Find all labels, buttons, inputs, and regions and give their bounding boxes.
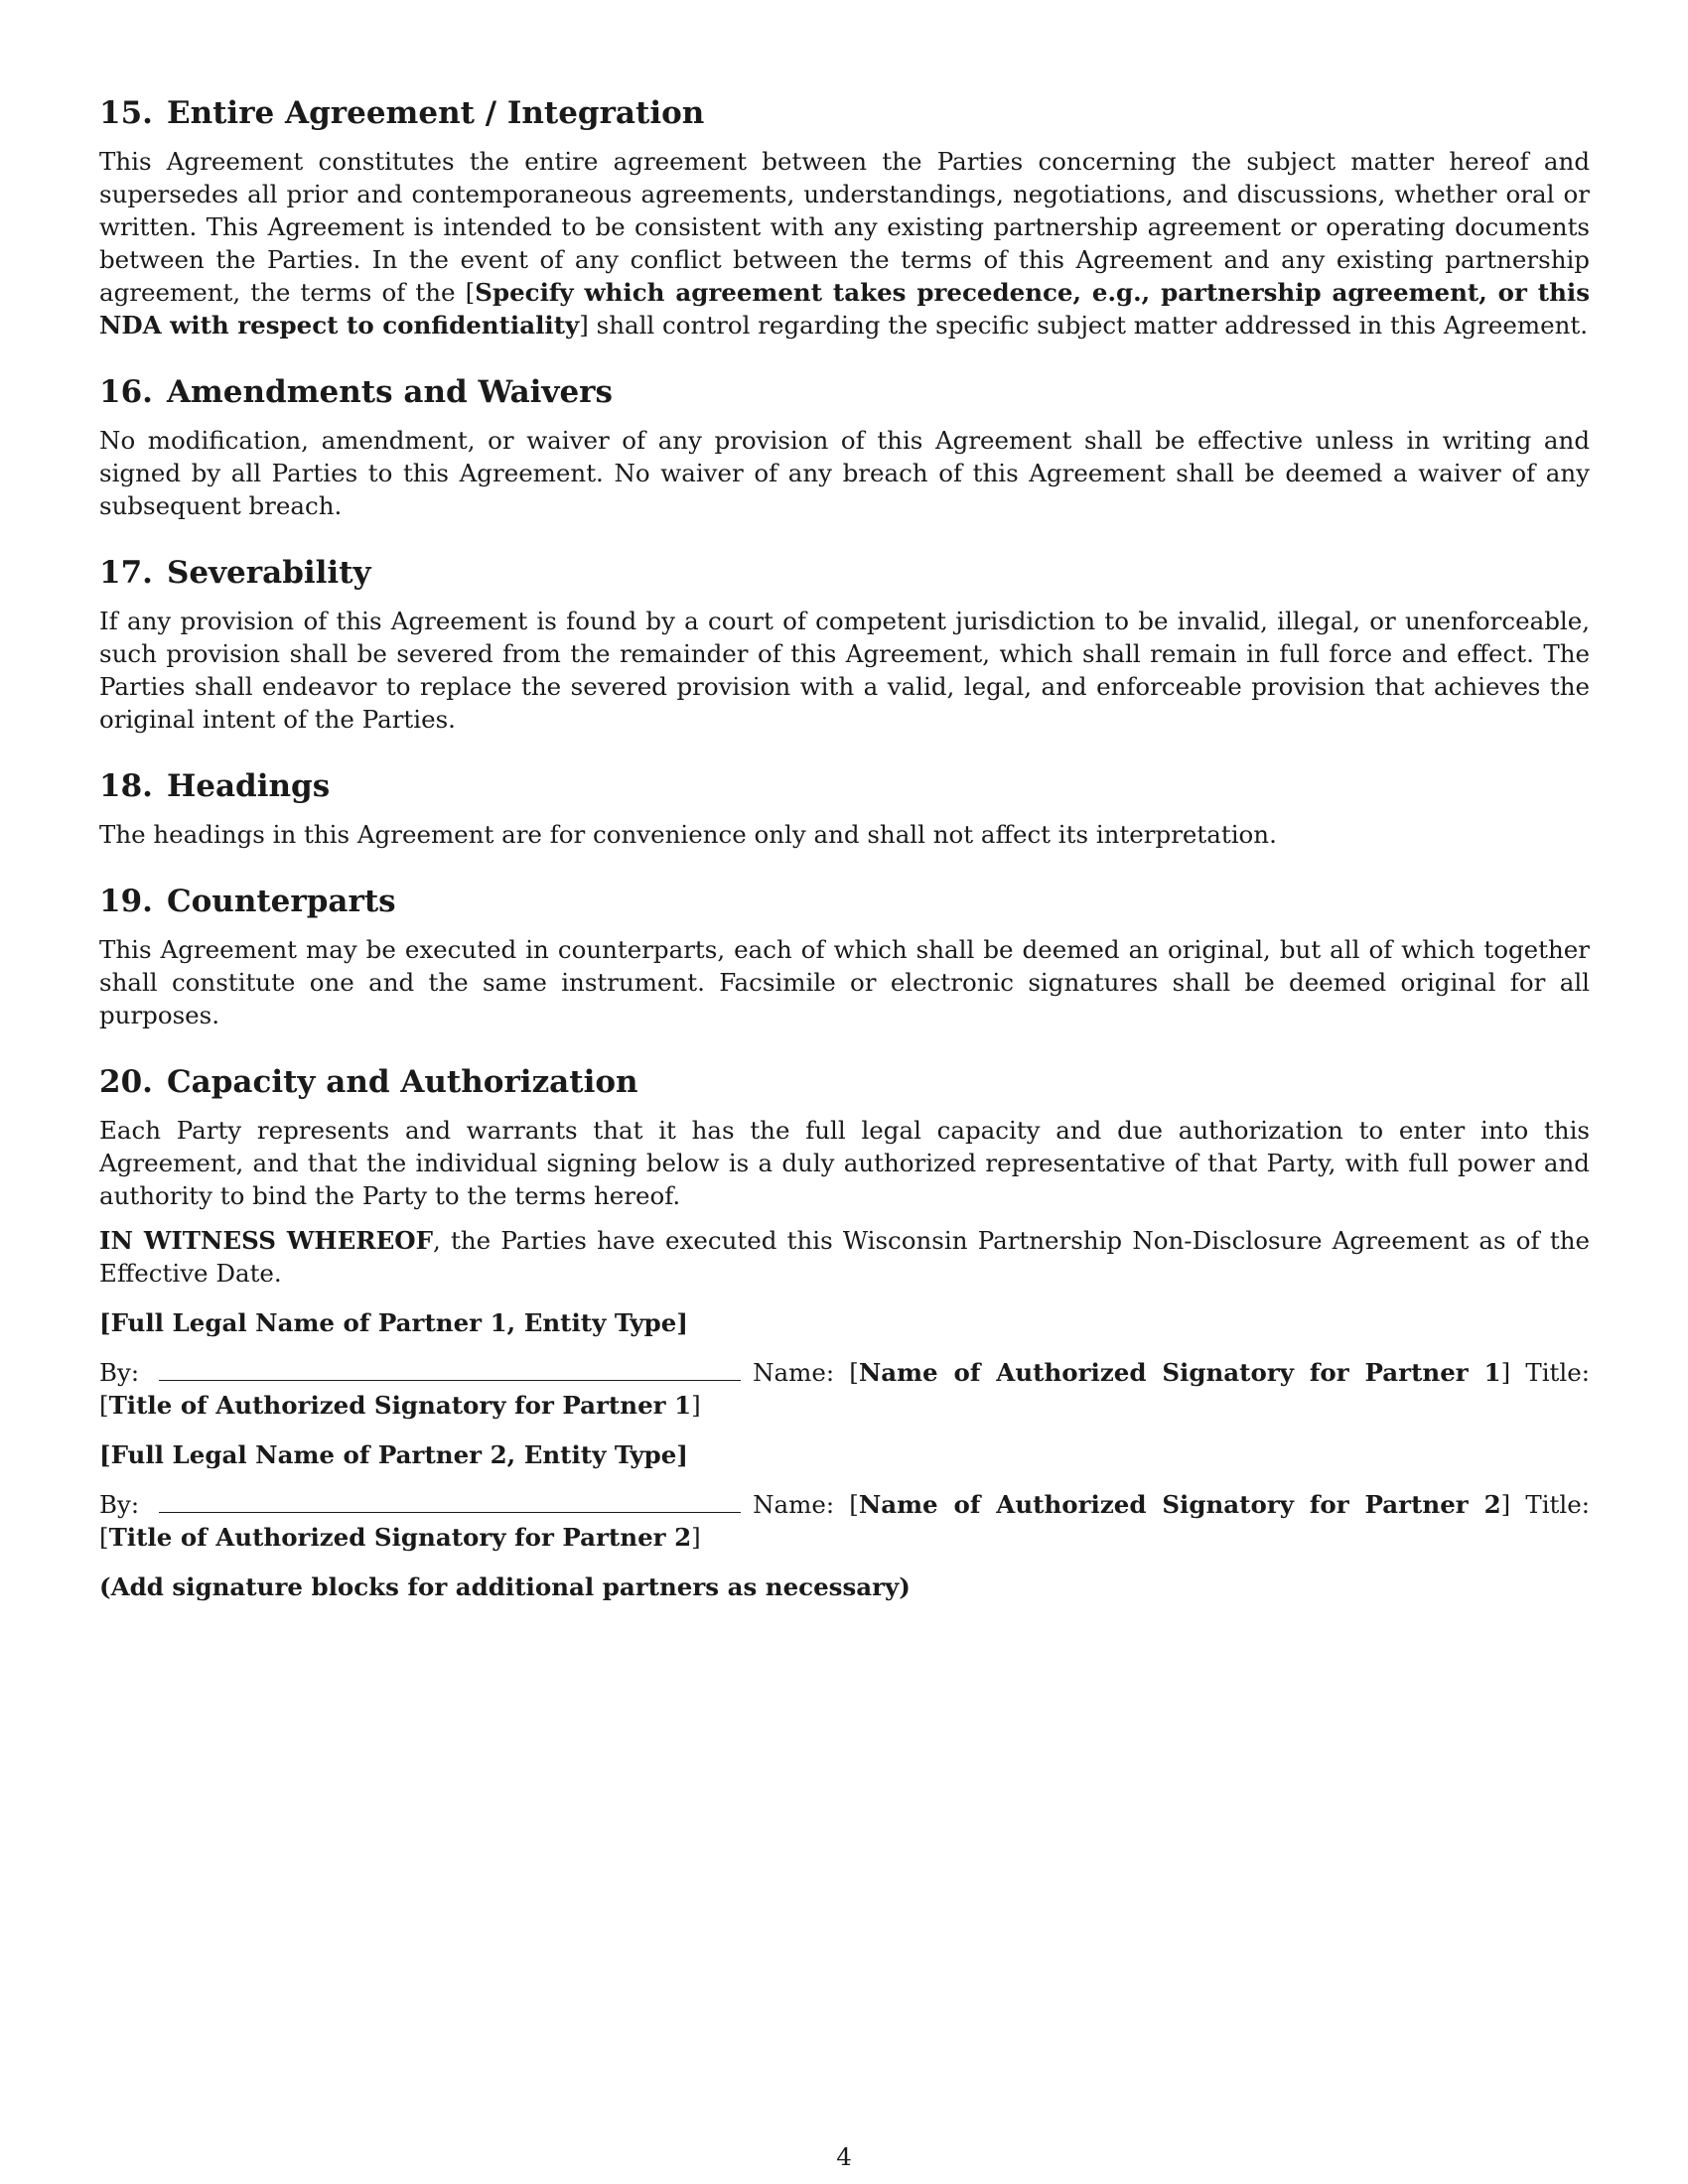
- section-body: Each Party represents and warrants that it has the full legal capacity and due authorization to enter into this Agreement, and that the individual signing below is a duly authorized representative of that Party, with full power and authority to bind the Party to the terms hereof.: [99, 1116, 1590, 1210]
- document-page: [99, 93, 1590, 1603]
- section-18: [99, 766, 1590, 851]
- section-body: The headings in this Agreement are for convenience only and shall not affect its interpretation.: [99, 820, 1277, 849]
- section-19: [99, 882, 1590, 1031]
- witness-clause: IN WITNESS WHEREOF, the Parties have executed this Wisconsin Partnership Non-Disclosure Agreement as of the Effective Date.: [99, 1226, 1590, 1288]
- section-heading: 18. Headings: [99, 768, 331, 804]
- signature-field[interactable]: [159, 1358, 741, 1381]
- section-body: If any provision of this Agreement is found by a court of competent jurisdiction to be invalid, illegal, or unenforceable, such provision shall be severed from the remainder of this Agreement, which shall remain in full force and effect. The Parties shall endeavor to replace the severed provision with a valid, legal, and enforceable provision that achieves the original intent of the Parties.: [99, 607, 1590, 734]
- signature-line: By: Name: [Name of Authorized Signatory for Partner 2] Title: [Title of Authorized Signatory for Partner 2]: [99, 1490, 1590, 1552]
- section-heading: 20. Capacity and Authorization: [99, 1064, 638, 1100]
- party-name: [Full Legal Name of Partner 1, Entity Type]: [99, 1308, 688, 1337]
- section-body: No modification, amendment, or waiver of any provision of this Agreement shall be effective unless in writing and signed by all Parties to this Agreement. No waiver of any breach of this Agreement shall be deemed a waiver of any subsequent breach.: [99, 426, 1590, 520]
- section-heading: 17. Severability: [99, 555, 371, 591]
- section-heading: 19. Counterparts: [99, 884, 396, 919]
- section-20: [99, 1062, 1590, 1212]
- party-name: [Full Legal Name of Partner 2, Entity Type]: [99, 1440, 688, 1469]
- signature-block-2: [99, 1438, 1590, 1554]
- signature-field[interactable]: [159, 1490, 741, 1513]
- section-15: [99, 93, 1590, 341]
- additional-blocks-note: (Add signature blocks for additional partners as necessary): [99, 1572, 911, 1601]
- section-body: This Agreement may be executed in counterparts, each of which shall be deemed an original, but all of which together shall constitute one and the same instrument. Facsimile or electronic signatures shall be deemed original for all purposes.: [99, 935, 1590, 1029]
- section-17: [99, 553, 1590, 736]
- page-number: 4: [836, 2142, 852, 2171]
- section-heading: 16. Amendments and Waivers: [99, 374, 613, 410]
- placeholder-text: Specify which agreement takes precedence, e.g., partnership agreement, or this NDA with respect to confidentiality: [99, 278, 1590, 340]
- signature-block-1: [99, 1306, 1590, 1422]
- section-16: [99, 372, 1590, 522]
- section-body: This Agreement constitutes the entire agreement between the Parties concerning the subject matter hereof and supersedes all prior and contemporaneous agreements, understandings, negotiations, and discussions, whether oral or written. This Agreement is intended to be consistent with any existing partnership agreement or operating documents between the Parties. In the event of any conflict between the terms of this Agreement and any existing partnership agreement, the terms of the [Specify which agreement takes precedence, e.g., partnership agreement, or this NDA with respect to confidentiality] shall control regarding the specific subject matter addressed in this Agreement.: [99, 147, 1590, 340]
- signature-line: By: Name: [Name of Authorized Signatory for Partner 1] Title: [Title of Authorized Signatory for Partner 1]: [99, 1358, 1590, 1420]
- section-heading: 15. Entire Agreement / Integration: [99, 95, 705, 131]
